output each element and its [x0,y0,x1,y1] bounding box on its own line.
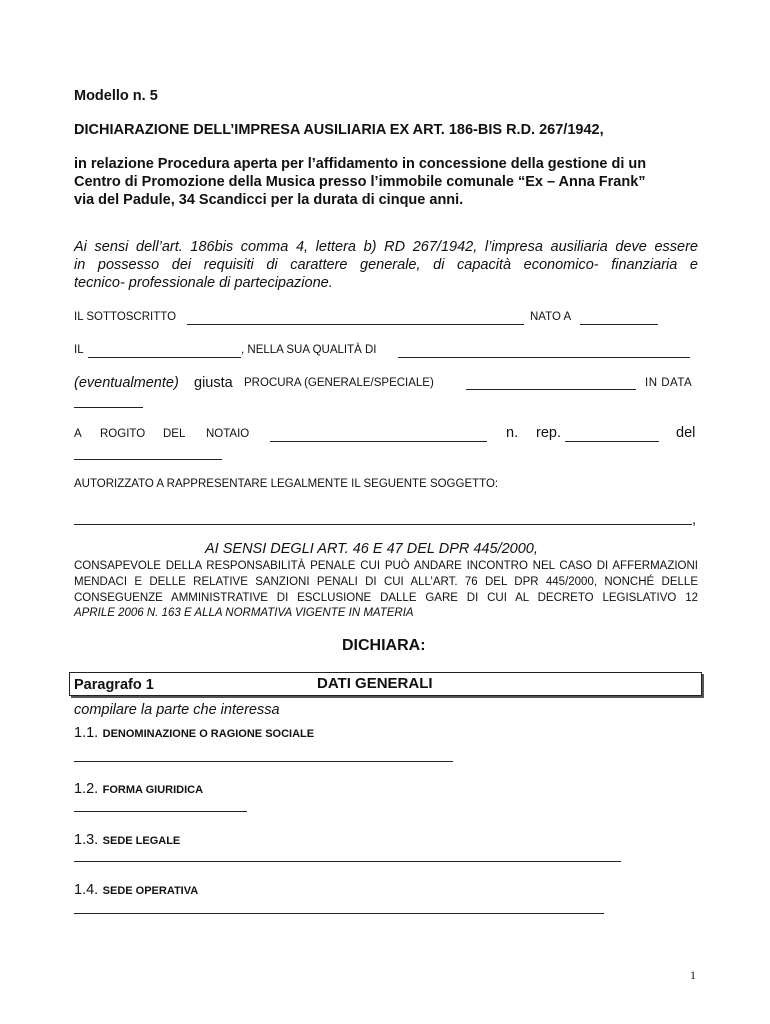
item-1-2 [74,780,203,798]
field-forma-giuridica[interactable] [74,811,247,812]
field-sede-operativa[interactable] [74,913,604,914]
field-notaio[interactable] [270,441,487,442]
label-in-data: IN DATA [645,377,693,389]
item-number: 1.4. [74,882,99,898]
item-1-3 [74,831,180,849]
label-sottoscritto: IL SOTTOSCRITTO [74,311,177,323]
item-number: 1.3. [74,832,99,848]
item-1-4 [74,881,198,899]
subtitle-line-1: in relazione Procedura aperta per l’affidamento in concessione della gestione di un [74,156,647,172]
field-sede-legale[interactable] [74,861,621,862]
document-title: DICHIARAZIONE DELL’IMPRESA AUSILIARIA EX ART. 186-BIS R.D. 267/1942, [74,122,604,138]
label-rogito: ROGITO [100,428,146,440]
item-label: SEDE LEGALE [102,835,181,847]
label-del: del [676,425,696,441]
declaration-line-4: APRILE 2006 N. 163 E ALLA NORMATIVA VIGENTE IN MATERIA [74,607,414,619]
dichiara-heading: DICHIARA: [342,637,426,654]
label-il: IL [74,344,84,356]
label-eventualmente: (eventualmente) [74,375,179,391]
label-autorizzato: AUTORIZZATO A RAPPRESENTARE LEGALMENTE IL SEGUENTE SOGGETTO: [74,478,499,490]
label-nato-a: NATO A [530,311,572,323]
declaration-heading: AI SENSI DEGLI ART. 46 E 47 DEL DPR 445/2000, [205,541,538,557]
label-rogito-a: A [74,428,82,440]
label-rep: rep. [536,425,561,441]
section-hint: compilare la parte che interessa [74,702,280,718]
declaration-line-3: CONSEGUENZE AMMINISTRATIVE DI ESCLUSIONE DALLE GARE DI CUI AL DECRETO LEGISLATIVO 12 [74,592,698,604]
model-number: Modello n. 5 [74,88,158,104]
subtitle-line-3: via del Padule, 34 Scandicci per la durata di cinque anni. [74,192,464,208]
item-number: 1.1. [74,725,99,741]
subtitle-line-2: Centro di Promozione della Musica presso l’immobile comunale “Ex – Anna Frank” [74,174,646,190]
item-label: SEDE OPERATIVA [102,885,199,897]
intro-line-3: tecnico- professionale di partecipazione. [74,275,333,291]
section-label: Paragrafo 1 [74,677,154,693]
intro-line-1: Ai sensi dell’art. 186bis comma 4, lettera b) RD 267/1942, l’impresa ausiliaria deve essere [74,239,698,255]
item-label: FORMA GIURIDICA [102,784,204,796]
field-sottoscritto[interactable] [187,324,524,325]
item-label: DENOMINAZIONE O RAGIONE SOCIALE [102,728,315,740]
label-n: n. [506,425,519,441]
field-data-nascita[interactable] [88,357,241,358]
field-in-data[interactable] [74,407,143,408]
comma-soggetto: , [692,512,697,528]
declaration-line-1: CONSAPEVOLE DELLA RESPONSABILITÀ PENALE CUI PUÒ ANDARE INCONTRO NEL CASO DI AFFERMAZIONI [74,560,698,572]
field-soggetto[interactable] [74,524,692,525]
field-del[interactable] [74,459,222,460]
item-1-1 [74,724,314,742]
field-procura[interactable] [466,389,636,390]
field-qualita[interactable] [398,357,690,358]
label-procura: PROCURA (GENERALE/SPECIALE) [244,377,434,389]
section-title: DATI GENERALI [317,675,433,692]
label-rogito-del: DEL [163,428,186,440]
field-nato-a[interactable] [580,324,658,325]
declaration-line-2: MENDACI E DELLE RELATIVE SANZIONI PENALI DI CUI ALL’ART. 76 DEL DPR 445/2000, NONCHÉ DELLE [74,576,698,588]
label-notaio: NOTAIO [206,428,250,440]
field-denominazione[interactable] [74,761,453,762]
label-giusta: giusta [194,375,233,391]
item-number: 1.2. [74,781,99,797]
field-rep[interactable] [565,441,659,442]
page-number: 1 [690,968,696,982]
intro-line-2: in possesso dei requisiti di carattere generale, di capacità economico- finanziaria e [74,257,698,273]
label-qualita: , NELLA SUA QUALITÀ DI [241,344,377,356]
